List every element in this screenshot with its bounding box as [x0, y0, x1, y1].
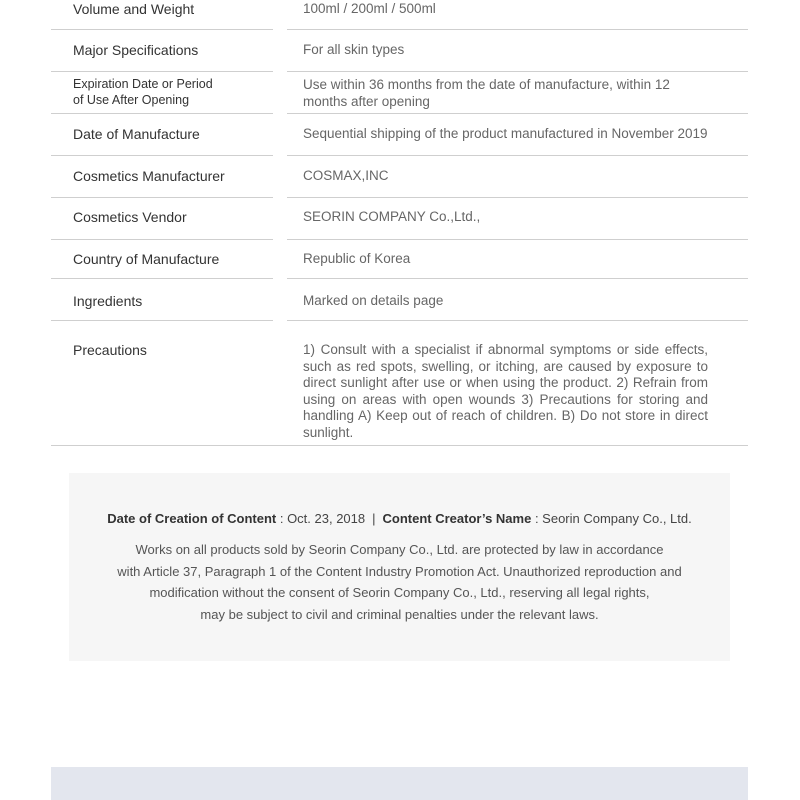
- divider: [287, 278, 748, 279]
- spec-label: Precautions: [73, 342, 147, 358]
- divider: [287, 320, 748, 321]
- spec-value: Republic of Korea: [303, 251, 411, 266]
- divider: [51, 197, 273, 198]
- copyright-line: with Article 37, Paragraph 1 of the Content Industry Promotion Act. Unauthorized reproduction and: [117, 563, 682, 579]
- spec-value: SEORIN COMPANY Co.,Ltd.,: [303, 209, 481, 224]
- divider: [287, 71, 748, 72]
- divider: [51, 29, 273, 30]
- spec-label: Volume and Weight: [73, 1, 195, 17]
- meta-separator: |: [372, 511, 376, 526]
- copyright-text: [69, 539, 730, 625]
- copyright-line: may be subject to civil and criminal penalties under the relevant laws.: [200, 606, 599, 622]
- spec-value: Sequential shipping of the product manufactured in November 2019: [303, 126, 708, 141]
- divider: [287, 155, 748, 156]
- spec-value: For all skin types: [303, 42, 405, 57]
- divider: [287, 29, 748, 30]
- divider: [51, 71, 273, 72]
- spec-label: Ingredients: [73, 293, 143, 309]
- spec-label: Date of Manufacture: [73, 126, 200, 142]
- spec-label-line: Expiration Date or Period: [73, 77, 213, 91]
- divider: [51, 320, 273, 321]
- divider: [51, 113, 273, 114]
- creation-date-label: Date of Creation of Content: [107, 511, 277, 526]
- copyright-line: modification without the consent of Seorin Company Co., Ltd., reserving all legal rights,: [149, 585, 650, 600]
- copyright-line: Works on all products sold by Seorin Company Co., Ltd. are protected by law in accordance: [135, 542, 664, 557]
- divider: [287, 239, 748, 240]
- spec-value: Marked on details page: [303, 293, 444, 308]
- creation-date-value: : Oct. 23, 2018: [276, 511, 366, 526]
- copyright-notice: [69, 473, 730, 661]
- content-meta: [69, 511, 730, 526]
- spec-label: Major Specifications: [73, 42, 199, 58]
- spec-value: Use within 36 months from the date of manufacture, within 12 months after opening: [303, 77, 670, 109]
- divider: [287, 113, 748, 114]
- divider: [287, 197, 748, 198]
- spec-label: Country of Manufacture: [73, 251, 220, 267]
- spec-value: 100ml / 200ml / 500ml: [303, 1, 436, 16]
- bottom-banner: [51, 767, 748, 800]
- spec-label: [73, 76, 213, 108]
- divider: [51, 155, 273, 156]
- spec-label: Cosmetics Manufacturer: [73, 168, 225, 184]
- creator-name-label: Content Creator’s Name: [382, 511, 532, 526]
- divider: [51, 445, 748, 446]
- divider: [51, 239, 273, 240]
- divider: [51, 278, 273, 279]
- creator-name-value: : Seorin Company Co., Ltd.: [531, 511, 692, 526]
- spec-value: 1) Consult with a specialist if abnormal symptoms or side effects, such as red spots, swelling, or itching, are caused by exposure to direct sunlight after use or when using the product. 2) Refrain from using on areas with open wounds 3) Precautions for storing and handling A) Keep out of reach of children. B) Do not store in direct sunlight.: [303, 342, 708, 440]
- spec-label-line: of Use After Opening: [73, 93, 190, 107]
- spec-value: COSMAX,INC: [303, 168, 389, 183]
- spec-label: Cosmetics Vendor: [73, 209, 187, 225]
